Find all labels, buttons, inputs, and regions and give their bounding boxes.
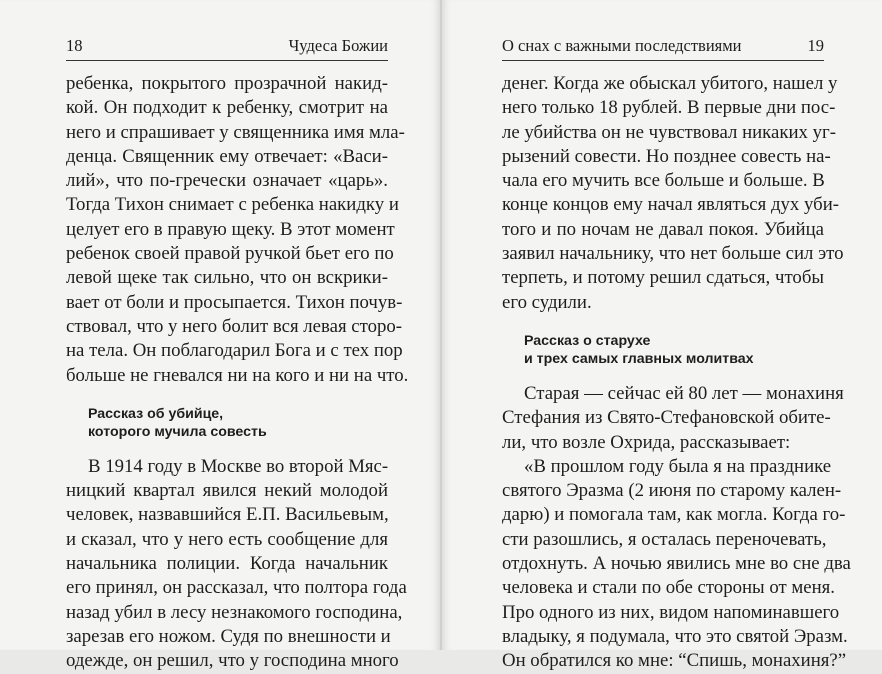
text-line: терпеть, и потому решил сдаться, чтобы xyxy=(502,267,824,289)
text-line: одежде, он решил, что у господина много xyxy=(66,650,399,672)
heading-line: которого мучила совесть xyxy=(88,424,267,441)
heading-line: Рассказ о старухе xyxy=(524,332,651,349)
text-line: ницкий квартал явился некий молодой xyxy=(66,480,388,502)
text-line: кой. Он подходит к ребенку, смотрит на xyxy=(66,97,388,119)
text-line: Тогда Тихон снимает с ребенка накидку и xyxy=(66,194,399,216)
text-line: рызений совести. Но позднее совесть на- xyxy=(502,145,831,167)
text-line: больше не гневался ни на кого и ни на что. xyxy=(66,364,409,386)
text-line: начальника полиции. Когда начальник xyxy=(66,553,388,575)
text-line: «В прошлом году была я на празднике xyxy=(524,455,832,477)
text-line: чала его мучить все больше и больше. В xyxy=(502,170,825,192)
right-running-title: О снах с важными последствиями xyxy=(502,36,742,55)
text-line: конце концов ему начал являться дух уби- xyxy=(502,194,840,216)
text-line: него только 18 рублей. В первые дни пос- xyxy=(502,97,836,119)
text-line: Старая — сейчас ей 80 лет — монахиня xyxy=(524,382,844,404)
text-line: ребенок своей правой ручкой бьет его по xyxy=(66,243,394,265)
text-line: целует его в правую щеку. В этот момент xyxy=(66,218,395,240)
left-page-body xyxy=(66,72,409,674)
left-page-number: 18 xyxy=(66,36,83,55)
text-line: денца. Священник ему отвечает: «Васи- xyxy=(66,145,388,167)
left-paragraph-1 xyxy=(66,72,409,388)
text-line: вает от боли и просыпается. Тихон почув- xyxy=(66,291,403,313)
text-line: его принял, он рассказал, что полтора года xyxy=(66,577,407,599)
text-line: ребенка, покрытого прозрачной накид- xyxy=(66,73,388,94)
text-line: отдохнуть. А ночью явились мне во сне два xyxy=(502,553,851,575)
text-line: Про одного из них, видом напоминавшего xyxy=(502,601,840,623)
text-line: левой щеке так сильно, что он вскрики- xyxy=(66,267,388,289)
text-line: него и спрашивает у священника имя мла- xyxy=(66,121,405,143)
text-line: ствовал, что у него болит вся левая сторо- xyxy=(66,315,403,337)
text-line: лий», что по-гречески означает «царь». xyxy=(66,170,388,192)
text-line: человека и стали по обе стороны от меня. xyxy=(502,577,835,599)
text-line: Он обратился ко мне: “Спишь, монахиня?” xyxy=(502,650,847,672)
text-line: сти разошлись, я осталась переночевать, xyxy=(502,528,827,550)
right-page xyxy=(442,0,882,672)
right-page-body xyxy=(502,72,851,674)
text-line: владыку, я подумала, что это святой Эразм. xyxy=(502,625,848,647)
right-paragraph-3 xyxy=(502,455,851,674)
text-line: заявил начальнику, что нет больше сил это xyxy=(502,243,844,265)
heading-line: Рассказ об убийце, xyxy=(88,405,224,422)
text-line: зарезав его ножом. Судя по внешности и xyxy=(66,625,391,647)
right-section-heading xyxy=(502,332,824,369)
text-line: ле убийства он не чувствовал никаких уг- xyxy=(502,121,836,143)
right-header-rule xyxy=(502,60,824,61)
text-line: Стефания из Свято-Стефановской обите- xyxy=(502,407,831,429)
left-page xyxy=(0,0,440,672)
left-header-rule xyxy=(66,60,388,61)
right-paragraph-1 xyxy=(502,72,844,315)
text-line: человек, назвавшийся Е.П. Васильевым, xyxy=(66,504,389,526)
left-paragraph-2 xyxy=(66,455,407,674)
text-line: ли, что возле Охрида, рассказывает: xyxy=(502,431,791,453)
right-page-number: 19 xyxy=(807,36,824,55)
text-line: и сказал, что у него есть сообщение для xyxy=(66,528,388,550)
text-line: В 1914 году в Москве во второй Мяс- xyxy=(88,455,389,477)
text-line: денег. Когда же обыскал убитого, нашел у xyxy=(502,73,838,94)
text-line: его судили. xyxy=(502,291,592,313)
left-section-heading xyxy=(66,405,388,442)
left-running-header xyxy=(66,36,388,56)
text-line: назад убил в лесу незнакомого господина, xyxy=(66,601,403,623)
left-running-title: Чудеса Божии xyxy=(288,36,388,55)
right-paragraph-2 xyxy=(502,382,844,455)
text-line: дарю) и помогала там, как могла. Когда го- xyxy=(502,504,846,526)
heading-line: и трех самых главных молитвах xyxy=(524,351,754,368)
text-line: святого Эразма (2 июня по старому кален- xyxy=(502,480,842,502)
right-running-header xyxy=(502,36,824,56)
text-line: того и по ночам не давал покоя. Убийца xyxy=(502,218,824,240)
text-line: на тела. Он поблагодарил Бога и с тех пор xyxy=(66,340,403,362)
